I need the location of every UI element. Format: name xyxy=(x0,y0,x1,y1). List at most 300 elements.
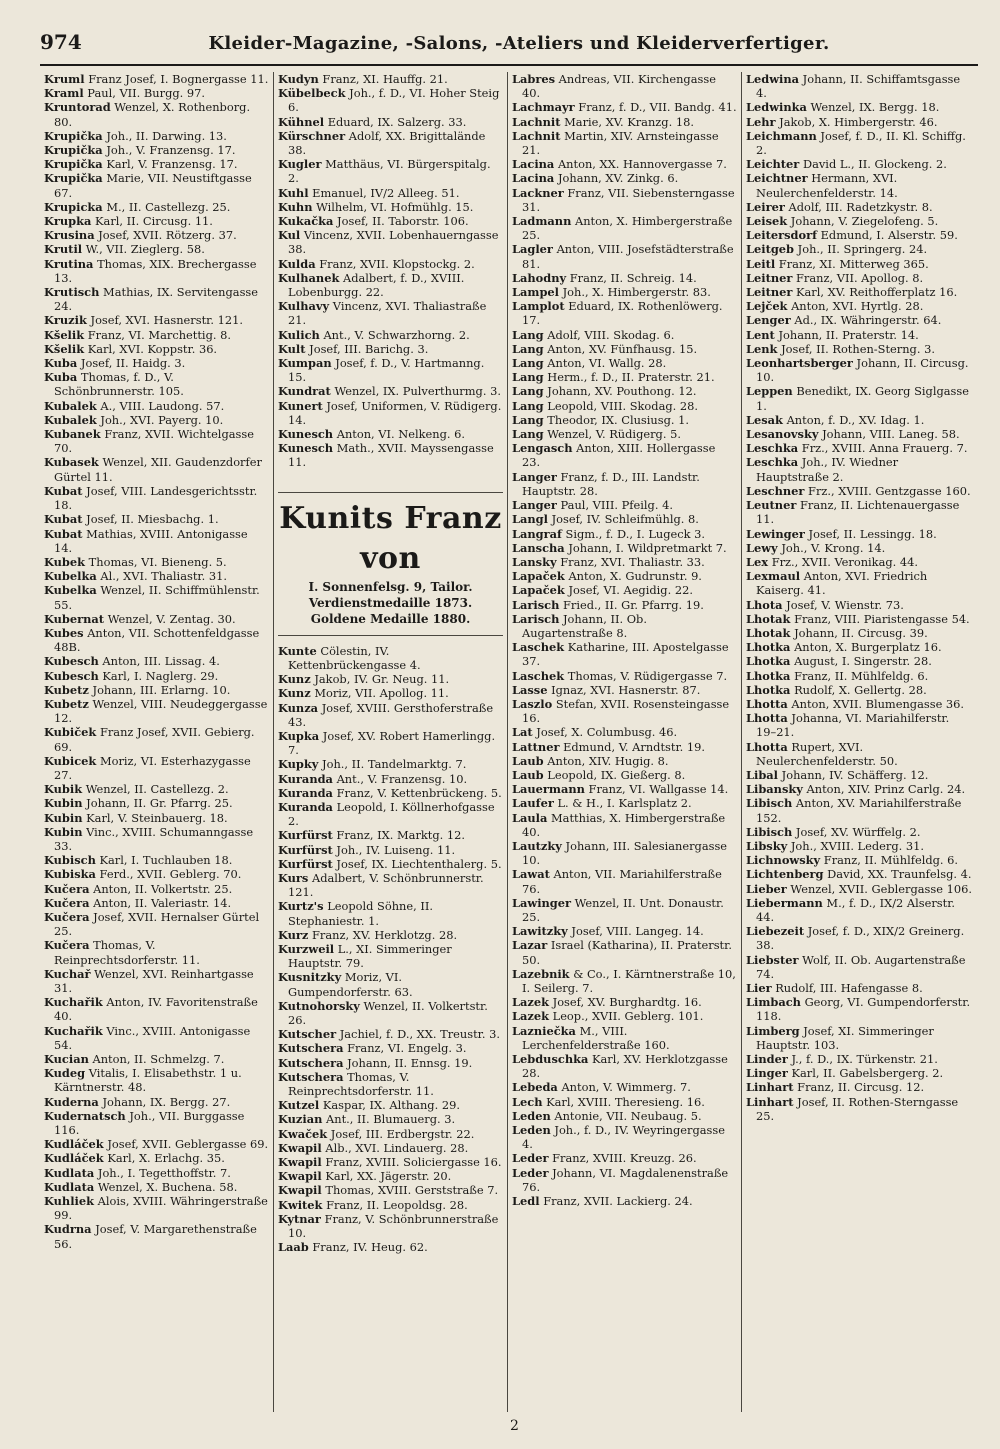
entry-surname: Kwapil xyxy=(278,1140,322,1155)
entry-details: Josef, II. Haidg. 3. xyxy=(80,356,186,371)
entry-details: Joh., II. Tandelmarktg. 7. xyxy=(322,757,467,772)
directory-entry xyxy=(278,427,503,441)
entry-surname: Leitner xyxy=(746,285,793,300)
entry-surname: Kult xyxy=(278,341,306,356)
entry-surname: Lhotta xyxy=(746,739,788,754)
directory-entry xyxy=(278,672,503,686)
entry-surname: Kudlata xyxy=(44,1165,95,1180)
entry-surname: Kudernatsch xyxy=(44,1108,126,1123)
directory-entry xyxy=(278,1112,503,1126)
directory-entry xyxy=(44,100,269,128)
entry-surname: Leder xyxy=(512,1151,549,1166)
entry-surname: Lhotak xyxy=(746,625,791,640)
entry-details: Josef, Uniformen, V. Rüdigerg. 14. xyxy=(288,398,502,427)
directory-entry xyxy=(278,1212,503,1240)
entry-details: L., XI. Simmeringer Hauptstr. 79. xyxy=(288,941,452,971)
entry-details: Franz, XV. Herklotzg. 28. xyxy=(312,927,458,942)
directory-entry xyxy=(278,701,503,729)
entry-details: Moriz, VI. Esterhazygasse 27. xyxy=(54,753,251,782)
entry-details: J., f. D., IX. Türkenstr. 21. xyxy=(791,1052,938,1067)
entry-details: Anton, XV. Mariahilferstraße 152. xyxy=(756,796,962,825)
directory-entry xyxy=(512,555,737,569)
entry-surname: Krupicka xyxy=(44,199,103,214)
entry-surname: Ledl xyxy=(512,1194,540,1209)
entry-surname: Libisch xyxy=(746,796,793,811)
entry-details: Anton, V. Wimmerg. 7. xyxy=(561,1080,691,1095)
entry-surname: Kwaček xyxy=(278,1126,328,1141)
entry-details: Jakob, X. Himbergerstr. 46. xyxy=(779,114,938,129)
entry-details: Leopold, IX. Gießerg. 8. xyxy=(547,767,686,782)
entry-surname: Kucian xyxy=(44,1052,89,1067)
entry-details: Josef, VIII. Langeg. 14. xyxy=(571,924,704,939)
directory-entry xyxy=(746,683,972,697)
entry-details: Rudolf, III. Hafengasse 8. xyxy=(775,981,923,995)
directory-entry xyxy=(512,740,737,754)
directory-entry xyxy=(512,839,737,867)
entry-details: Vincenz, XVII. Lobenhauerngasse 38. xyxy=(288,228,499,257)
entry-details: Franz, VI. Wallgasse 14. xyxy=(588,782,729,797)
directory-entry xyxy=(44,754,269,782)
directory-entry xyxy=(44,1166,269,1180)
entry-surname: Krupička xyxy=(44,143,103,158)
entry-surname: Laufer xyxy=(512,796,554,811)
entry-details: Johann, III. Salesianergasse 10. xyxy=(522,838,728,868)
directory-entry xyxy=(512,214,737,242)
entry-details: Frz., XVIII. Anna Frauerg. 7. xyxy=(801,441,968,456)
entry-surname: Lat xyxy=(512,725,533,740)
directory-entry xyxy=(278,857,503,871)
entry-surname: Lang xyxy=(512,384,544,399)
entry-details: Franz, XI. Hauffg. 21. xyxy=(322,72,448,86)
directory-entry xyxy=(44,356,269,370)
directory-entry xyxy=(746,612,972,626)
directory-entry xyxy=(44,1137,269,1151)
advertisement xyxy=(278,492,503,636)
directory-entry xyxy=(44,995,269,1023)
entry-details: Math., XVII. Mayssengasse 11. xyxy=(288,441,494,470)
entry-surname: Lazar xyxy=(512,938,548,953)
entry-surname: Kuderna xyxy=(44,1094,99,1109)
entry-details: Anton, VI. Wallg. 28. xyxy=(547,356,667,371)
entry-surname: Leschka xyxy=(746,441,799,456)
directory-entry xyxy=(512,115,737,129)
entry-details: Matthias, X. Himbergerstraße 40. xyxy=(522,810,726,839)
entry-surname: Leichmann xyxy=(746,128,817,143)
entry-surname: Kuranda xyxy=(278,799,333,814)
entry-details: Thomas, V. Rüdigergasse 7. xyxy=(567,668,728,683)
entry-surname: Liebezeit xyxy=(746,924,805,939)
entry-surname: Lanscha xyxy=(512,540,565,555)
directory-entry xyxy=(44,399,269,413)
entry-details: Ant., V. Schwarzhorng. 2. xyxy=(323,327,470,342)
entry-details: Karl, X. Erlachg. 35. xyxy=(107,1151,225,1166)
directory-entry xyxy=(278,86,503,114)
directory-entry xyxy=(512,697,737,725)
directory-entry xyxy=(746,853,972,867)
entry-details: Franz, IV. Heug. 62. xyxy=(312,1240,428,1255)
entry-details: Josef, V. Margarethenstraße 56. xyxy=(54,1222,257,1251)
entry-surname: Kubicek xyxy=(44,753,97,768)
directory-entry xyxy=(512,299,737,327)
entry-details: Benedikt, IX. Georg Siglgasse 1. xyxy=(756,384,969,413)
directory-entry xyxy=(44,257,269,285)
directory-entry xyxy=(278,1098,503,1112)
column-3 xyxy=(508,72,742,1412)
directory-entry xyxy=(512,384,737,398)
entry-surname: Kraml xyxy=(44,86,84,101)
entry-surname: Leder xyxy=(512,1165,549,1180)
entry-details: Johann, VI. Magdalenenstraße 76. xyxy=(522,1165,729,1194)
entry-surname: Kutschera xyxy=(278,1041,344,1056)
entry-surname: Liebermann xyxy=(746,895,823,910)
entry-surname: Limbach xyxy=(746,995,801,1010)
entry-surname: Kubes xyxy=(44,625,84,640)
entry-details: Matthäus, VI. Bürgerspitalg. 2. xyxy=(288,157,491,186)
entry-details: Ad., IX. Währingerstr. 64. xyxy=(794,313,942,328)
entry-details: Anton, XIII. Hollergasse 23. xyxy=(522,441,716,470)
entry-details: Josef, f. D., V. Hartmanng. 15. xyxy=(288,356,485,385)
directory-entry xyxy=(512,157,737,171)
entry-surname: Kučera xyxy=(44,909,90,924)
entry-surname: Kšelik xyxy=(44,327,85,342)
entry-surname: Lachnit xyxy=(512,128,561,143)
entry-details: Anton, IV. Favoritenstraße 40. xyxy=(54,995,258,1024)
entry-details: Franz, f. D., III. Landstr. Hauptstr. 28. xyxy=(522,469,700,498)
entry-surname: Lhotta xyxy=(746,696,788,711)
entry-surname: Lang xyxy=(512,398,544,413)
entry-details: A., VIII. Laudong. 57. xyxy=(100,398,225,413)
entry-surname: Lexmaul xyxy=(746,569,801,584)
advert-medal-1873: Verdienstmedaille 1873. xyxy=(308,595,473,610)
entry-surname: Kwitek xyxy=(278,1197,323,1212)
entry-surname: Kunz xyxy=(278,672,311,687)
directory-entry xyxy=(44,825,269,853)
directory-entry xyxy=(746,569,972,597)
entry-surname: Kunza xyxy=(278,700,319,715)
entry-surname: Lex xyxy=(746,554,769,569)
entry-details: Anton, XVI. Friedrich Kaiserg. 41. xyxy=(756,569,928,598)
entry-surname: Lapaček xyxy=(512,583,565,598)
directory-entry xyxy=(746,285,972,299)
entry-surname: Lhota xyxy=(746,597,783,612)
entry-surname: Kübelbeck xyxy=(278,86,346,101)
entry-surname: Leichtner xyxy=(746,171,808,186)
entry-surname: Libansky xyxy=(746,782,803,797)
entry-surname: Kubisch xyxy=(44,853,96,868)
entry-details: Anton, XVII. Blumengasse 36. xyxy=(791,696,965,711)
entry-details: Thomas, VI. Bieneng. 5. xyxy=(88,554,227,569)
directory-entry xyxy=(278,1198,503,1212)
entry-surname: Krupka xyxy=(44,214,92,229)
entry-details: Anton, f. D., XV. Idag. 1. xyxy=(786,412,925,427)
directory-entry xyxy=(512,427,737,441)
entry-details: Johann, IV. Schäfferg. 12. xyxy=(781,767,929,782)
entry-details: Franz, XVIII. Soliciergasse 16. xyxy=(325,1155,502,1169)
entry-surname: Kubin xyxy=(44,810,83,825)
directory-entry xyxy=(44,569,269,583)
entry-details: Karl, XV. Reithofferplatz 16. xyxy=(796,285,958,300)
directory-entry xyxy=(746,299,972,313)
entry-surname: Lhotak xyxy=(746,611,791,626)
entry-surname: Kutnohorsky xyxy=(278,998,360,1013)
entry-details: Franz, VIII. Piaristengasse 54. xyxy=(794,611,970,626)
entry-surname: Libsky xyxy=(746,838,788,853)
directory-entry xyxy=(512,1095,737,1109)
directory-entry xyxy=(278,129,503,157)
entry-details: Franz, II. Mühlfeldg. 6. xyxy=(794,668,929,683)
directory-entry xyxy=(44,313,269,327)
entry-surname: Lazek xyxy=(512,1009,549,1024)
entry-details: Johann, II. Ennsg. 19. xyxy=(347,1055,473,1070)
entry-surname: Kurs xyxy=(278,870,309,885)
directory-entry xyxy=(746,896,972,924)
entry-details: Wenzel, XVII. Geblergasse 106. xyxy=(790,881,972,896)
entry-details: Herm., f. D., II. Praterstr. 21. xyxy=(547,370,715,385)
entry-details: Leopold, VIII. Skodag. 28. xyxy=(547,398,699,413)
entry-surname: Kučera xyxy=(44,938,90,953)
entry-surname: Kupka xyxy=(278,728,320,743)
directory-entry xyxy=(44,484,269,512)
entry-details: Josef, XV. Burghardtg. 16. xyxy=(552,995,702,1010)
entry-details: Joh., XVIII. Lederg. 31. xyxy=(790,838,924,853)
entry-details: Anton, II. Volkertstr. 25. xyxy=(93,881,233,896)
directory-entry xyxy=(44,427,269,455)
directory-entry xyxy=(746,740,972,768)
directory-entry xyxy=(746,981,972,995)
entry-details: Josef, VIII. Landesgerichtsstr. 18. xyxy=(54,483,258,513)
entry-details: Adolf, XX. Brigittalände 38. xyxy=(288,128,486,158)
directory-entry xyxy=(512,129,737,157)
entry-details: Johann, IX. Bergg. 27. xyxy=(102,1094,231,1109)
entry-details: Johann, III. Erlarng. 10. xyxy=(92,682,231,697)
entry-details: Karl, XVI. Koppstr. 36. xyxy=(87,341,218,356)
entry-surname: Laschek xyxy=(512,640,565,655)
directory-entry xyxy=(746,626,972,640)
directory-entry xyxy=(44,555,269,569)
entry-surname: Laub xyxy=(512,753,544,768)
directory-entry xyxy=(746,867,972,881)
directory-entry xyxy=(278,214,503,228)
entry-surname: Leden xyxy=(512,1123,551,1138)
entry-details: Johann, II. Circusg. 39. xyxy=(794,625,928,640)
entry-surname: Linhart xyxy=(746,1094,794,1109)
entry-surname: Kühnel xyxy=(278,114,325,129)
directory-columns xyxy=(40,72,978,1412)
entry-surname: Kubik xyxy=(44,782,83,797)
entry-details: Marie, VII. Neustiftgasse 67. xyxy=(54,171,252,200)
directory-entry xyxy=(44,72,269,86)
entry-surname: Kuba xyxy=(44,356,78,371)
directory-entry xyxy=(44,328,269,342)
entry-surname: Krutil xyxy=(44,242,83,257)
entry-details: Johann, II. Ob. Augartenstraße 8. xyxy=(522,611,647,640)
entry-surname: Kubesch xyxy=(44,668,99,683)
directory-entry xyxy=(44,612,269,626)
entry-surname: Kruzik xyxy=(44,313,87,328)
directory-entry xyxy=(278,800,503,828)
directory-entry xyxy=(746,995,972,1023)
directory-entry xyxy=(44,697,269,725)
entry-details: Johann, V. Ziegelofeng. 5. xyxy=(790,214,939,229)
entry-details: Joh., f. D., IV. Weyringergasse 4. xyxy=(522,1123,725,1152)
entry-surname: Kuchařik xyxy=(44,1023,103,1038)
entry-details: Joh., II. Darwing. 13. xyxy=(106,128,227,143)
entry-details: Joh., V. Krong. 14. xyxy=(781,540,886,555)
entry-details: L. & H., I. Karlsplatz 2. xyxy=(557,796,692,811)
directory-entry xyxy=(44,455,269,483)
entry-details: Franz, f. D., VII. Bandg. 41. xyxy=(578,100,737,115)
directory-entry xyxy=(746,129,972,157)
entry-details: Joh., XVI. Payerg. 10. xyxy=(100,412,224,427)
entry-surname: Lazniečka xyxy=(512,1023,576,1038)
advert-address: I. Sonnenfelsg. 9, Tailor. xyxy=(308,579,473,594)
entry-surname: Lieber xyxy=(746,881,787,896)
entry-details: Franz, XVIII. Kreuzg. 26. xyxy=(552,1151,697,1166)
directory-entry xyxy=(278,729,503,757)
entry-details: Anton, VIII. Josefstädterstraße 81. xyxy=(522,242,734,271)
entry-surname: Leitersdorf xyxy=(746,228,817,243)
directory-entry xyxy=(278,257,503,271)
entry-surname: Ledwina xyxy=(746,72,800,86)
entry-details: Johanna, VI. Mariahilferstr. 19–21. xyxy=(756,711,950,740)
entry-details: Joh., f. D., VI. Hoher Steig 6. xyxy=(288,86,500,115)
entry-details: Ignaz, XVI. Hasnerstr. 87. xyxy=(551,682,701,697)
directory-entry xyxy=(278,342,503,356)
directory-entry xyxy=(746,796,972,824)
directory-entry xyxy=(512,399,737,413)
directory-entry xyxy=(44,1052,269,1066)
entry-details: David, XX. Traunfelsg. 4. xyxy=(827,867,972,882)
directory-entry xyxy=(278,1240,503,1254)
entry-surname: Leirer xyxy=(746,199,785,214)
directory-entry xyxy=(512,924,737,938)
entry-details: David L., II. Glockeng. 2. xyxy=(802,157,947,172)
directory-entry xyxy=(746,697,972,711)
entry-surname: Langer xyxy=(512,469,557,484)
entry-surname: Kwapil xyxy=(278,1169,322,1184)
entry-surname: Kubalek xyxy=(44,412,97,427)
directory-entry xyxy=(746,455,972,483)
entry-surname: Lang xyxy=(512,327,544,342)
entry-details: Paul, VIII. Pfeilg. 4. xyxy=(560,498,673,513)
entry-details: Johann, XV. Zinkg. 6. xyxy=(557,171,679,186)
entry-surname: Kwapil xyxy=(278,1183,322,1198)
entry-surname: Leitl xyxy=(746,256,776,271)
entry-details: Vinc., XVIII. Schumanngasse 33. xyxy=(54,824,254,853)
entry-details: Franz, XVI. Thaliastr. 33. xyxy=(560,554,705,569)
entry-surname: Laula xyxy=(512,810,548,825)
entry-surname: Laub xyxy=(512,767,544,782)
entry-surname: Kubesch xyxy=(44,654,99,669)
entry-surname: Kurfürst xyxy=(278,842,333,857)
entry-surname: Lahodny xyxy=(512,270,567,285)
entry-surname: Lazebnik xyxy=(512,966,570,981)
entry-details: Franz, II. Circusg. 12. xyxy=(797,1080,925,1095)
directory-entry xyxy=(44,214,269,228)
directory-entry xyxy=(512,1052,737,1080)
entry-surname: Kuba xyxy=(44,370,78,385)
directory-entry xyxy=(512,598,737,612)
entry-details: Joh., X. Himbergerstr. 83. xyxy=(562,285,711,300)
directory-entry xyxy=(44,413,269,427)
directory-entry xyxy=(44,1024,269,1052)
directory-entry xyxy=(278,843,503,857)
directory-entry xyxy=(746,924,972,952)
directory-entry xyxy=(746,768,972,782)
directory-entry xyxy=(278,899,503,927)
entry-surname: Lehr xyxy=(746,114,776,129)
entry-details: Adolf, VIII. Skodag. 6. xyxy=(547,327,675,342)
directory-entry xyxy=(512,512,737,526)
entry-surname: Kunte xyxy=(278,643,317,658)
entry-surname: Kürschner xyxy=(278,128,346,143)
entry-surname: Kučera xyxy=(44,895,90,910)
entry-surname: Kudlata xyxy=(44,1179,95,1194)
entry-details: Eduard, IX. Rothenlöwerg. 17. xyxy=(522,299,723,328)
directory-entry xyxy=(278,399,503,427)
entry-details: Anton, VI. Nelkeng. 6. xyxy=(336,427,465,442)
entry-surname: Ladmann xyxy=(512,214,572,229)
entry-details: Josef, f. D., II. Kl. Schiffg. 2. xyxy=(756,128,966,158)
entry-surname: Lazek xyxy=(512,995,549,1010)
entry-details: Anton, XIV. Prinz Carlg. 24. xyxy=(806,782,966,797)
directory-entry xyxy=(512,1194,737,1208)
entry-surname: Kupky xyxy=(278,757,319,772)
entry-surname: Kurfürst xyxy=(278,828,333,843)
entry-surname: Linhart xyxy=(746,1080,794,1095)
entry-surname: Kytnar xyxy=(278,1211,321,1226)
entry-details: Kaspar, IX. Althang. 29. xyxy=(322,1098,460,1113)
entry-details: Joh., IV. Wiedner Hauptstraße 2. xyxy=(756,455,899,484)
directory-entry xyxy=(746,498,972,526)
directory-entry xyxy=(44,242,269,256)
entry-details: Wenzel, VIII. Neudeggergasse 12. xyxy=(54,696,268,726)
entry-details: Wenzel, V. Zentag. 30. xyxy=(107,611,236,626)
entry-surname: Kubin xyxy=(44,796,83,811)
entry-details: Karl, II. Gabelsbergerg. 2. xyxy=(791,1066,944,1081)
entry-surname: Lengasch xyxy=(512,441,573,456)
directory-entry xyxy=(44,370,269,398)
page-header xyxy=(40,30,978,66)
directory-entry xyxy=(512,171,737,185)
entry-details: Wenzel, IX. Pulverthurmg. 3. xyxy=(334,384,501,399)
directory-entry xyxy=(512,186,737,214)
directory-entry xyxy=(44,1109,269,1137)
directory-entry xyxy=(746,1066,972,1080)
directory-entry xyxy=(746,598,972,612)
entry-surname: Kutscher xyxy=(278,1027,337,1042)
directory-entry xyxy=(44,129,269,143)
entry-details: Paul, VII. Burgg. 97. xyxy=(87,86,206,101)
directory-entry xyxy=(44,527,269,555)
directory-entry xyxy=(278,328,503,342)
entry-details: Karl, II. Circusg. 11. xyxy=(95,214,213,229)
entry-details: Anton, XV. Fünfhausg. 15. xyxy=(547,341,698,356)
entry-details: Johann, VIII. Laneg. 58. xyxy=(822,427,960,442)
entry-details: Wilhelm, VI. Hofmühlg. 15. xyxy=(316,199,474,214)
directory-entry xyxy=(512,328,737,342)
entry-surname: Lhotka xyxy=(746,654,791,669)
entry-surname: Ledwinka xyxy=(746,100,807,115)
directory-entry xyxy=(278,1027,503,1041)
directory-entry xyxy=(278,1169,503,1183)
entry-surname: Kubelka xyxy=(44,583,97,598)
advert-title: Kunits Franz von xyxy=(279,500,502,576)
directory-entry xyxy=(746,484,972,498)
directory-entry xyxy=(278,644,503,672)
directory-entry xyxy=(746,541,972,555)
entry-details: Ant., II. Blumauerg. 3. xyxy=(326,1112,456,1127)
